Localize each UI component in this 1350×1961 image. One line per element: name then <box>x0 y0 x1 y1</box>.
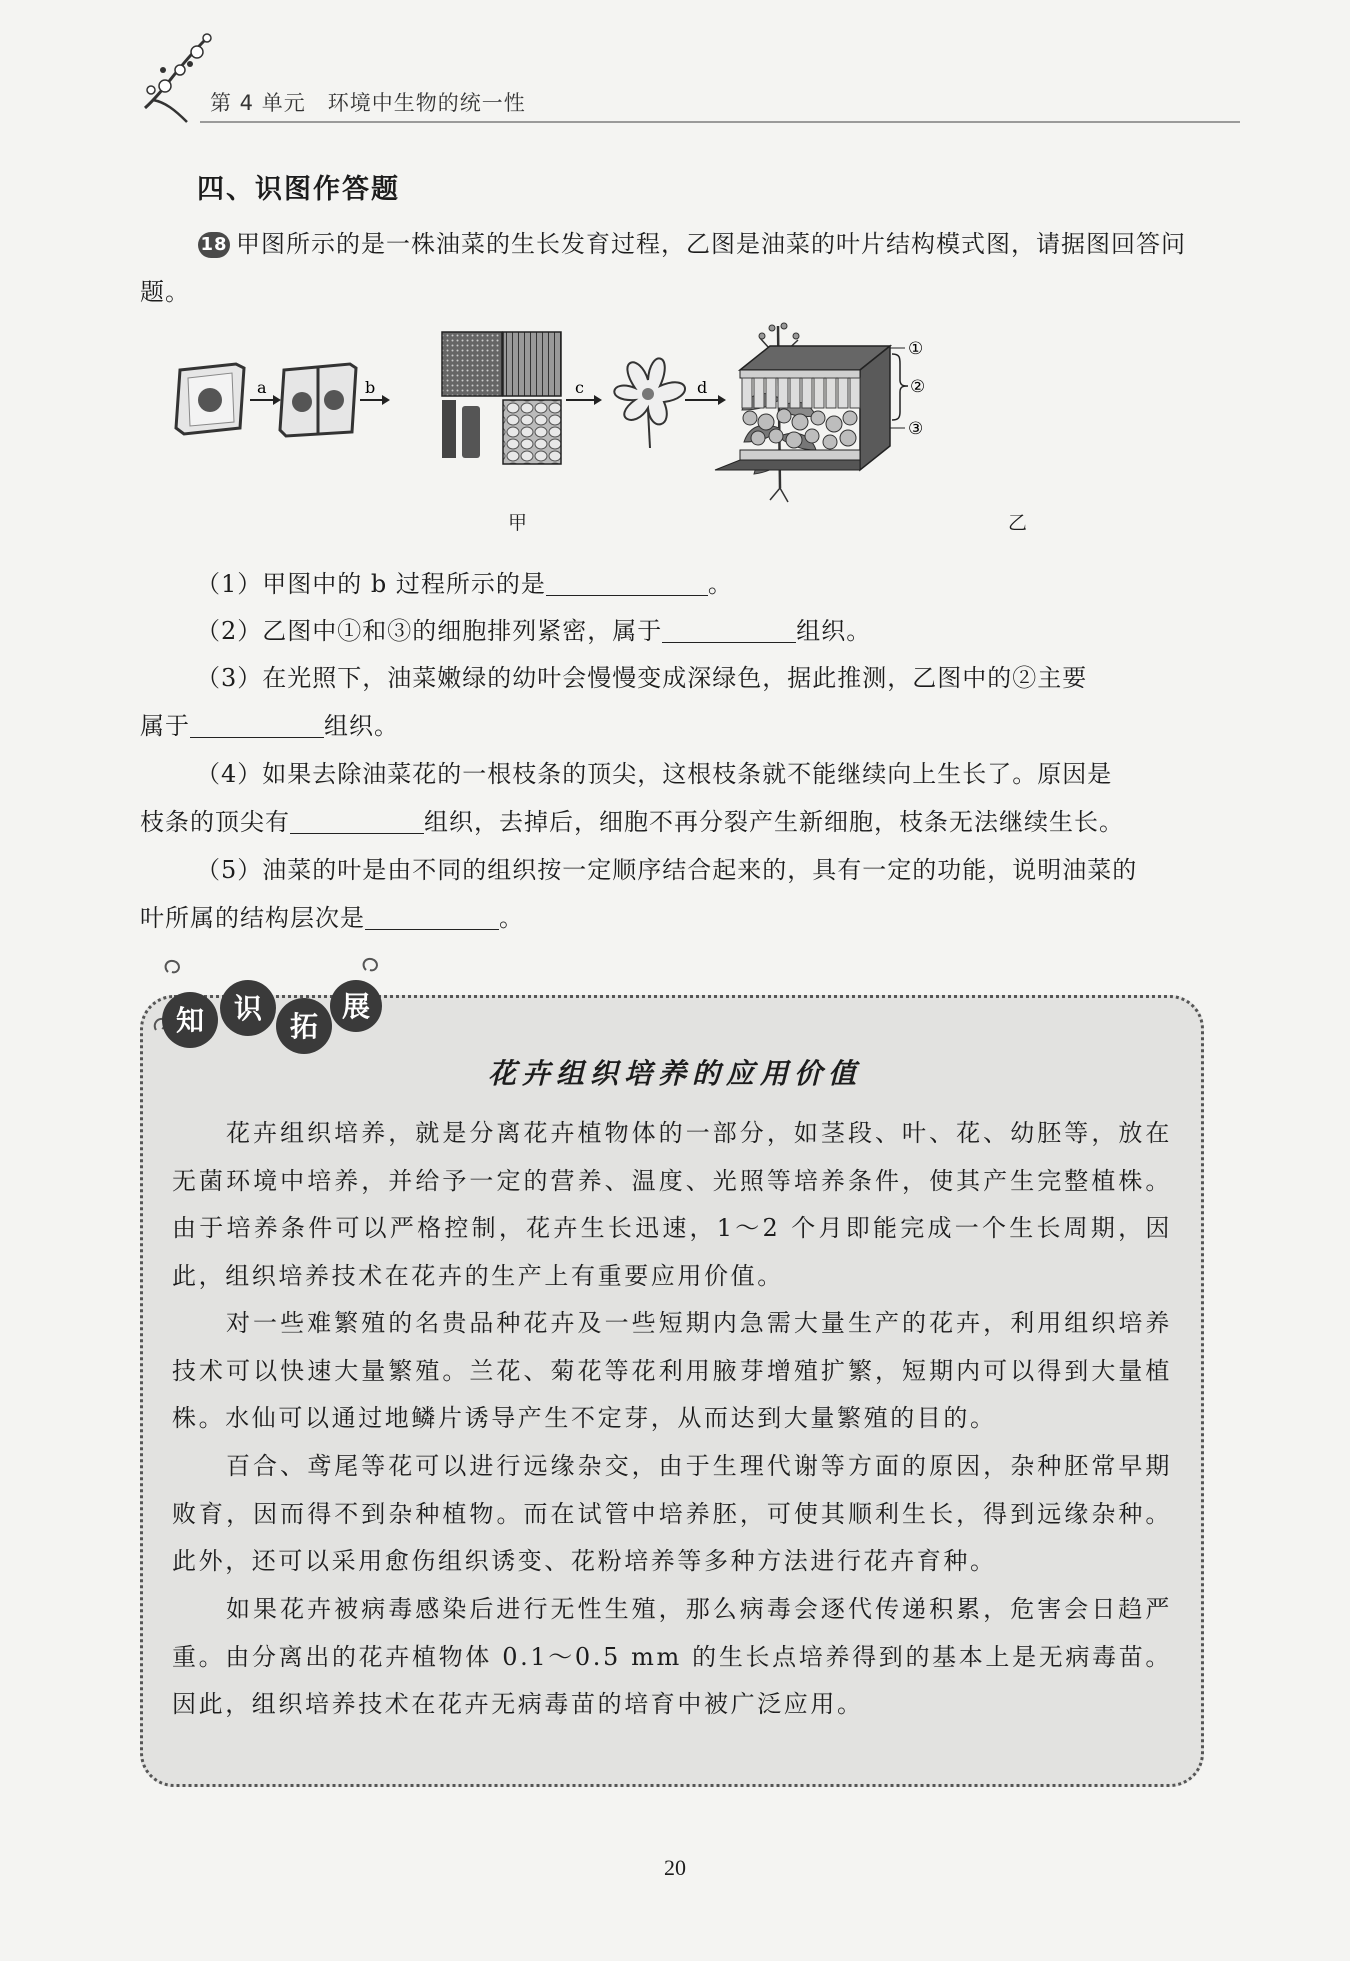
answer-blank-1[interactable] <box>546 565 708 596</box>
figure-caption-jia: 甲 <box>508 512 528 534</box>
arrow-label-d: d <box>697 378 708 397</box>
figure-caption-yi: 乙 <box>1008 512 1028 534</box>
subquestion-3-line1: （3）在光照下，油菜嫩绿的幼叶会慢慢变成深绿色，据此推测，乙图中的②主要 <box>196 664 1088 692</box>
layer-label-1: ① <box>908 339 924 359</box>
figure <box>170 318 1210 538</box>
subquestion-3-suffix: 组织。 <box>324 712 399 740</box>
subquestion-1-suffix: 。 <box>707 570 733 598</box>
question-text: 甲图所示的是一株油菜的生长发育过程，乙图是油菜的叶片结构模式图，请据图回答问题。 <box>140 230 1186 306</box>
subquestion-4-line1: （4）如果去除油菜花的一根枝条的顶尖，这根枝条就不能继续向上生长了。原因是 <box>196 760 1113 788</box>
subquestion-5-prefix: 叶所属的结构层次是 <box>140 904 365 932</box>
subquestion-3-prefix: 属于 <box>140 712 190 740</box>
question-number-badge: 18 <box>198 232 230 258</box>
header-text <box>210 87 526 117</box>
rapeseed-flower <box>614 358 685 448</box>
divided-cells <box>280 364 356 436</box>
answer-blank-4[interactable] <box>290 803 424 834</box>
layer-label-3: ③ <box>908 419 924 439</box>
question-18 <box>140 220 1200 316</box>
subquestion-3 <box>140 654 1200 750</box>
single-cell <box>176 364 244 434</box>
knowledge-paragraph-2: 对一些难繁殖的名贵品种花卉及一些短期内急需大量生产的花卉，利用组织培养技术可以快速大量繁殖。兰花、菊花等花利用腋芽增殖扩繁，短期内可以得到大量植株。水仙可以通过地鳞片诱导产生不定芽，从而达到大量繁殖的目的。 <box>172 1309 1172 1432</box>
arrow-label-a: a <box>257 378 267 397</box>
subquestion-4 <box>140 750 1200 846</box>
subquestion-1-text: （1）甲图中的 b 过程所示的是 <box>196 570 546 598</box>
subquestion-2-text: （2）乙图中①和③的细胞排列紧密，属于 <box>196 617 663 645</box>
answer-blank-2[interactable] <box>662 612 796 643</box>
knowledge-title: 花卉组织培养的应用价值 <box>487 1057 862 1090</box>
knowledge-paragraph-4: 如果花卉被病毒感染后进行无性生殖，那么病毒会逐代传递积累，危害会日趋严重。由分离出的花卉植物体 0.1～0.5 mm 的生长点培养得到的基本上是无病毒苗。因此，组织培养技术在花卉无病毒苗的培育中被广泛应用。 <box>172 1595 1172 1718</box>
subquestion-5 <box>140 846 1200 942</box>
answer-blank-3[interactable] <box>190 707 324 738</box>
subquestion-4-suffix: 组织，去掉后，细胞不再分裂产生新细胞，枝条无法继续生长。 <box>424 808 1124 836</box>
header-title: 环境中生物的统一性 <box>327 91 526 115</box>
badge-char-1: 知 <box>175 1004 205 1037</box>
subquestion-5-suffix: 。 <box>499 904 524 932</box>
badge-char-2: 识 <box>233 992 263 1025</box>
subquestion-2 <box>140 607 1200 655</box>
badge-char-3: 拓 <box>289 1010 319 1043</box>
subquestion-1 <box>140 560 1200 608</box>
arrow-label-b: b <box>365 378 376 397</box>
tissue-group <box>442 332 561 464</box>
subquestion-5-line1: （5）油菜的叶是由不同的组织按一定顺序结合起来的，具有一定的功能，说明油菜的 <box>196 856 1138 884</box>
subquestion-2-suffix: 组织。 <box>796 617 872 645</box>
header-unit: 第 4 单元 <box>210 91 306 115</box>
header-divider <box>200 121 1240 123</box>
knowledge-paragraph-3: 百合、鸢尾等花可以进行远缘杂交，由于生理代谢等方面的原因，杂种胚常早期败育，因而得不到杂种植物。而在试管中培养胚，可使其顺利生长，得到远缘杂种。此外，还可以采用愈伤组织诱变、花粉培养等多种方法进行花卉育种。 <box>172 1452 1172 1575</box>
section-title: 四、识图作答题 <box>197 174 400 205</box>
leaf-cross-section <box>715 346 908 470</box>
answer-blank-5[interactable] <box>365 899 499 930</box>
page-number: 20 <box>664 1855 686 1880</box>
subquestion-4-prefix: 枝条的顶尖有 <box>140 808 290 836</box>
growth-and-leaf-diagram <box>170 318 1210 538</box>
layer-label-2: ② <box>910 377 926 397</box>
knowledge-paragraph-1: 花卉组织培养，就是分离花卉植物体的一部分，如茎段、叶、花、幼胚等，放在无菌环境中培养，并给予一定的营养、温度、光照等培养条件，使其产生完整植株。由于培养条件可以严格控制，花卉生长迅速，1～2 个月即能完成一个生长周期，因此，组织培养技术在花卉的生产上有重要应用价值。 <box>172 1119 1172 1290</box>
badge-char-4: 展 <box>341 990 371 1023</box>
page-header <box>135 30 1235 125</box>
arrow-label-c: c <box>575 378 584 397</box>
